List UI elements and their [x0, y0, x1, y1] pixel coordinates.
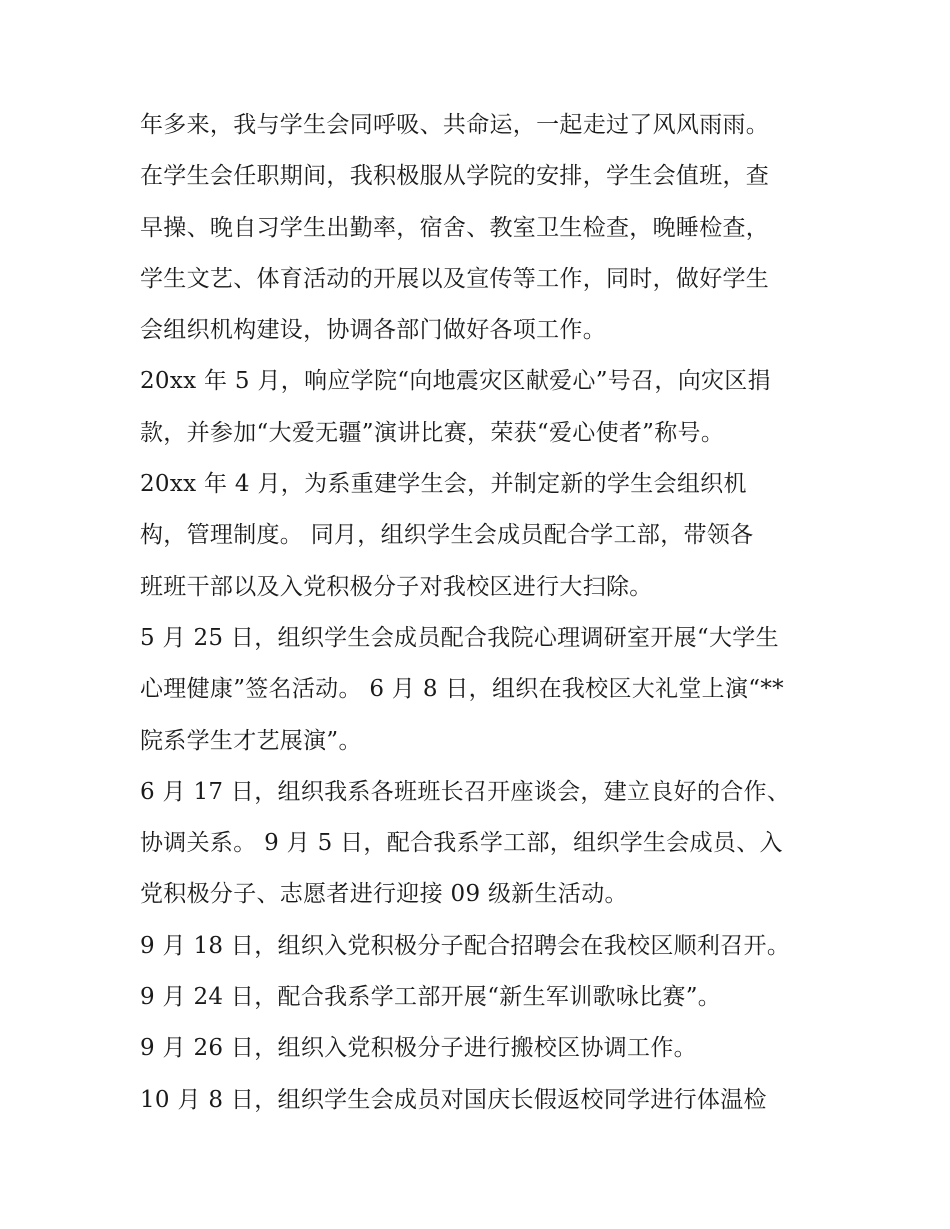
- text-line: 会组织机构建设，协调各部门做好各项工作。: [140, 317, 606, 344]
- text-line: 9 月 26 日，组织入党积极分子进行搬校区协调工作。: [140, 1035, 697, 1062]
- document-body: [140, 100, 840, 1126]
- text-line: 早操、晚自习学生出勤率，宿舍、教室卫生检查，晚睡检查，: [140, 214, 770, 241]
- text-line: 学生文艺、体育活动的开展以及宣传等工作，同时，做好学生: [140, 265, 770, 292]
- text-line: 款，并参加“大爱无疆”演讲比赛，荣获“爱心使者”称号。: [140, 419, 725, 446]
- text-line: 9 月 24 日，配合我系学工部开展“新生军训歌咏比赛”。: [140, 984, 722, 1011]
- text-line: 心理健康”签名活动。 6 月 8 日，组织在我校区大礼堂上演“**: [140, 676, 784, 703]
- text-line: 构，管理制度。 同月，组织学生会成员配合学工部，带领各: [140, 522, 754, 549]
- text-line: 20xx 年 4 月，为系重建学生会，并制定新的学生会组织机: [140, 471, 747, 498]
- text-line: 年多来，我与学生会同呼吸、共命运，一起走过了风风雨雨。: [140, 112, 770, 138]
- text-line: 6 月 17 日，组织我系各班班长召开座谈会，建立良好的合作、: [140, 778, 791, 805]
- text-line: 20xx 年 5 月，响应学院“向地震灾区献爱心”号召，向灾区捐: [140, 368, 771, 395]
- text-line: 协调关系。 9 月 5 日，配合我系学工部，组织学生会成员、入: [140, 830, 783, 857]
- text-line: 班班干部以及入党积极分子对我校区进行大扫除。: [140, 573, 653, 600]
- text-line: 5 月 25 日，组织学生会成员配合我院心理调研室开展“大学生: [140, 624, 779, 651]
- text-line: 党积极分子、志愿者进行迎接 09 级新生活动。: [140, 881, 628, 908]
- text-line: 10 月 8 日，组织学生会成员对国庆长假返校同学进行体温检: [140, 1086, 767, 1113]
- text-line: 院系学生才艺展演”。: [140, 727, 362, 754]
- text-line: 在学生会任职期间，我积极服从学院的安排，学生会值班，查: [140, 163, 770, 190]
- text-line: 9 月 18 日，组织入党积极分子配合招聘会在我校区顺利召开。: [140, 932, 791, 959]
